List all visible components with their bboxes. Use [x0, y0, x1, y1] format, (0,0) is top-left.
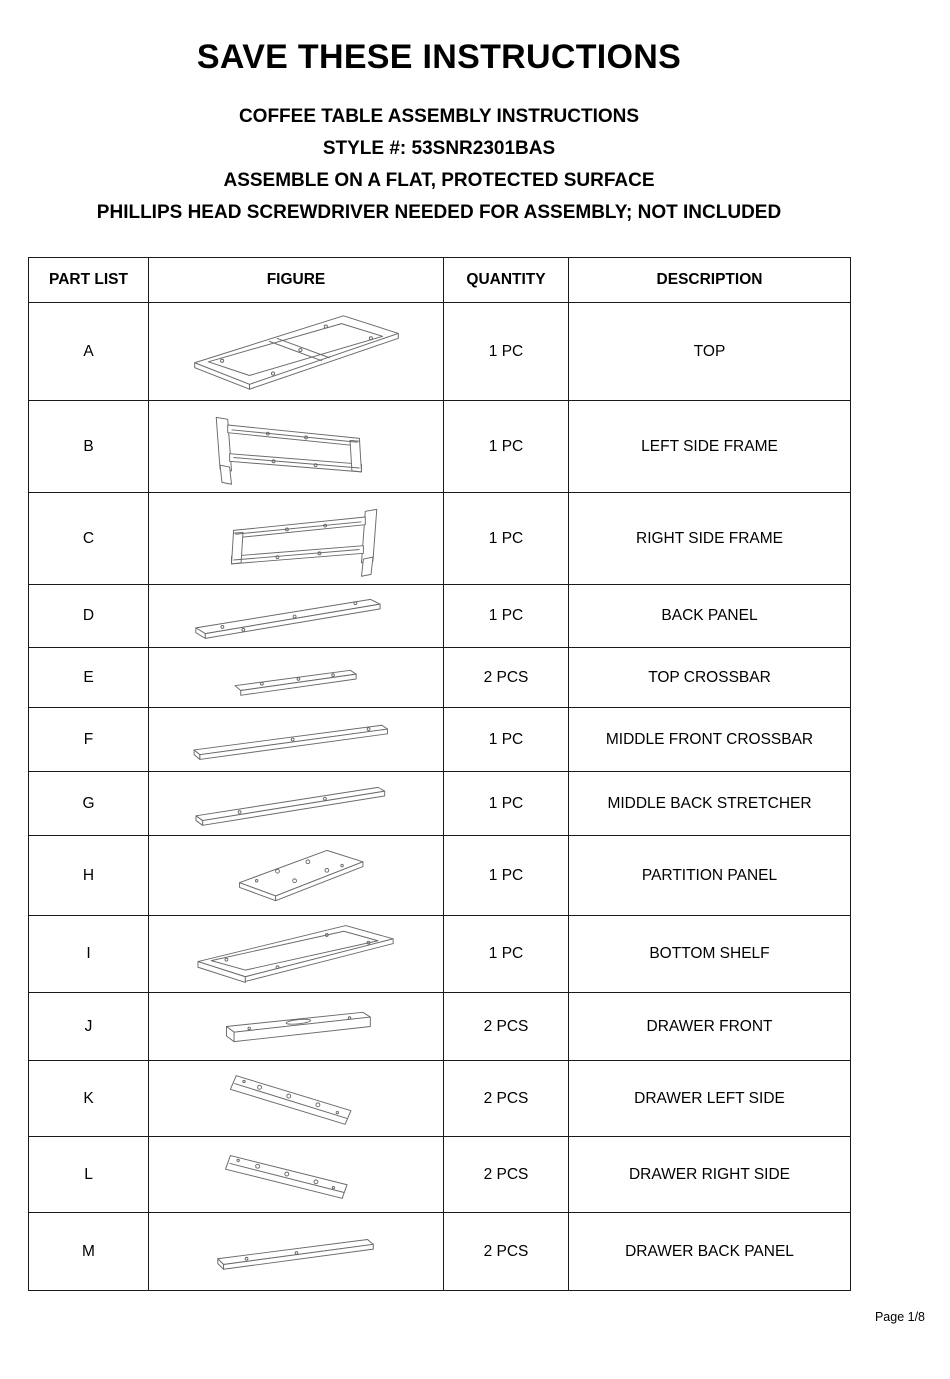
- subtitle-line-2: STYLE #: 53SNR2301BAS: [322, 138, 556, 159]
- figure-cell: [149, 1061, 444, 1137]
- part-letter: B: [29, 401, 149, 493]
- figure-cell: [149, 401, 444, 493]
- middle-front-crossbar-figure-icon: [179, 712, 414, 767]
- bottom-shelf-figure-icon: [179, 918, 414, 990]
- quantity: 2 PCS: [444, 1061, 569, 1137]
- description: DRAWER BACK PANEL: [569, 1213, 851, 1291]
- page-title: SAVE THESE INSTRUCTIONS: [196, 38, 682, 76]
- figure-cell: [149, 708, 444, 772]
- col-header-part-list: PART LIST: [29, 258, 149, 303]
- description: PARTITION PANEL: [569, 836, 851, 916]
- table-row: [29, 648, 851, 708]
- part-letter: M: [29, 1213, 149, 1291]
- quantity: 2 PCS: [444, 1137, 569, 1213]
- table-row: [29, 772, 851, 836]
- part-letter: D: [29, 585, 149, 648]
- table-row: [29, 493, 851, 585]
- figure-cell: [149, 916, 444, 993]
- drawer-left-side-figure-icon: [179, 1064, 414, 1134]
- table-row: [29, 585, 851, 648]
- quantity: 1 PC: [444, 916, 569, 993]
- document-page: [28, 0, 850, 1291]
- quantity: 1 PC: [444, 836, 569, 916]
- quantity: 1 PC: [444, 585, 569, 648]
- quantity: 1 PC: [444, 493, 569, 585]
- col-header-description: DESCRIPTION: [569, 258, 851, 303]
- figure-cell: [149, 303, 444, 401]
- drawer-right-side-figure-icon: [179, 1140, 414, 1210]
- part-letter: C: [29, 493, 149, 585]
- description: BOTTOM SHELF: [569, 916, 851, 993]
- part-letter: L: [29, 1137, 149, 1213]
- drawer-front-figure-icon: [179, 1000, 414, 1053]
- table-row: [29, 1213, 851, 1291]
- quantity: 1 PC: [444, 303, 569, 401]
- quantity: 2 PCS: [444, 1213, 569, 1291]
- description: TOP CROSSBAR: [569, 648, 851, 708]
- drawer-back-panel-figure-icon: [179, 1228, 414, 1276]
- col-header-quantity: QUANTITY: [444, 258, 569, 303]
- part-letter: H: [29, 836, 149, 916]
- figure-cell: [149, 1213, 444, 1291]
- left-side-frame-figure-icon: [179, 404, 414, 490]
- quantity: 1 PC: [444, 401, 569, 493]
- page-number: Page 1/8: [874, 1310, 925, 1324]
- figure-cell: [149, 1137, 444, 1213]
- subtitle-line-1: COFFEE TABLE ASSEMBLY INSTRUCTIONS: [238, 106, 640, 127]
- table-row: [29, 401, 851, 493]
- top-panel-figure-icon: [179, 306, 414, 398]
- table-row: [29, 1061, 851, 1137]
- parts-table: [28, 257, 851, 1291]
- description: BACK PANEL: [569, 585, 851, 648]
- right-side-frame-figure-icon: [179, 496, 414, 582]
- figure-cell: [149, 772, 444, 836]
- part-letter: J: [29, 993, 149, 1061]
- description: DRAWER RIGHT SIDE: [569, 1137, 851, 1213]
- figure-cell: [149, 993, 444, 1061]
- col-header-figure: FIGURE: [149, 258, 444, 303]
- middle-back-stretcher-figure-icon: [179, 776, 414, 831]
- description: TOP: [569, 303, 851, 401]
- part-letter: K: [29, 1061, 149, 1137]
- description: LEFT SIDE FRAME: [569, 401, 851, 493]
- quantity: 2 PCS: [444, 993, 569, 1061]
- figure-cell: [149, 493, 444, 585]
- description: RIGHT SIDE FRAME: [569, 493, 851, 585]
- part-letter: F: [29, 708, 149, 772]
- description: DRAWER LEFT SIDE: [569, 1061, 851, 1137]
- table-row: [29, 993, 851, 1061]
- back-panel-figure-icon: [179, 588, 414, 645]
- quantity: 2 PCS: [444, 648, 569, 708]
- part-letter: G: [29, 772, 149, 836]
- table-row: [29, 303, 851, 401]
- part-letter: I: [29, 916, 149, 993]
- subtitle-block: [28, 101, 850, 229]
- figure-cell: [149, 836, 444, 916]
- figure-cell: [149, 585, 444, 648]
- table-row: [29, 916, 851, 993]
- quantity: 1 PC: [444, 772, 569, 836]
- part-letter: E: [29, 648, 149, 708]
- table-row: [29, 708, 851, 772]
- partition-panel-figure-icon: [179, 839, 414, 913]
- top-crossbar-figure-icon: [179, 653, 414, 703]
- description: DRAWER FRONT: [569, 993, 851, 1061]
- subtitle-line-4: PHILLIPS HEAD SCREWDRIVER NEEDED FOR ASSEMBLY; NOT INCLUDED: [96, 202, 782, 223]
- subtitle-line-3: ASSEMBLE ON A FLAT, PROTECTED SURFACE: [223, 170, 655, 191]
- figure-cell: [149, 648, 444, 708]
- description: MIDDLE FRONT CROSSBAR: [569, 708, 851, 772]
- table-row: [29, 836, 851, 916]
- quantity: 1 PC: [444, 708, 569, 772]
- table-row: [29, 1137, 851, 1213]
- table-header-row: [29, 258, 851, 303]
- part-letter: A: [29, 303, 149, 401]
- description: MIDDLE BACK STRETCHER: [569, 772, 851, 836]
